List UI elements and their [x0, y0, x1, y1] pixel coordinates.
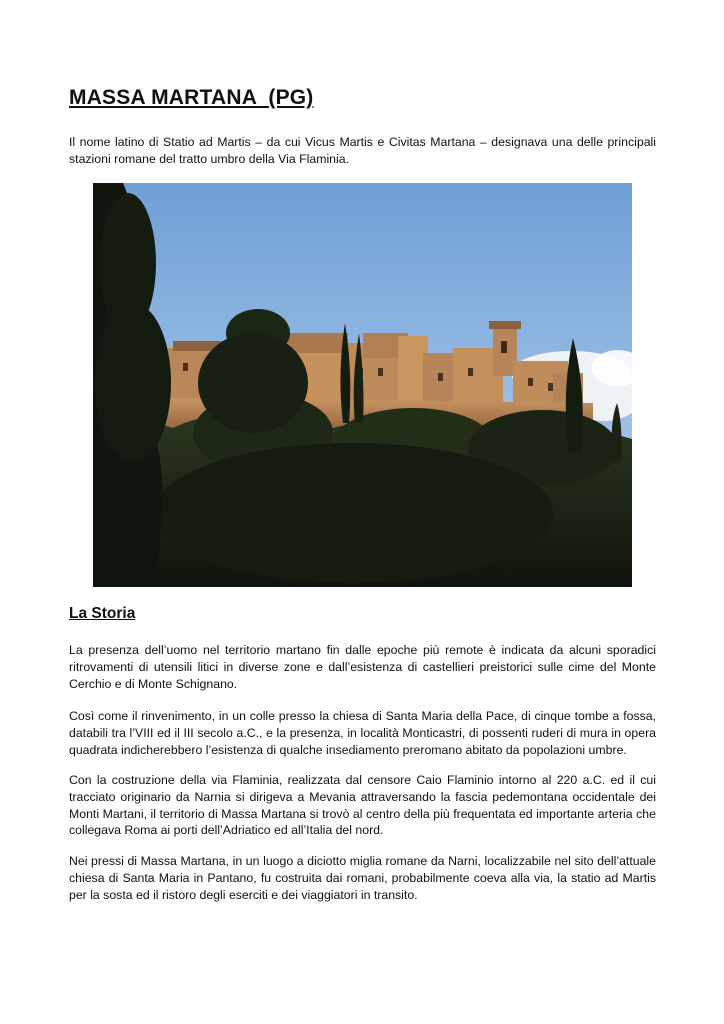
body-paragraph: Nei pressi di Massa Martana, in un luogo a diciotto miglia romane da Narni, localizzabile nel sito dell’attuale chiesa di Santa Maria in Pantano, fu costruita dai romani, probabilmente coeva alla via, la statio ad Martis per la sosta ed il ristoro degli eserciti e dei viaggiatori in transito. — [69, 854, 656, 902]
section-heading-storia: La Storia — [69, 605, 136, 622]
hilltop-town-illustration — [93, 183, 632, 587]
page-title: MASSA MARTANA (PG) — [69, 86, 314, 109]
intro-paragraph: Il nome latino di Statio ad Martis – da cui Vicus Martis e Civitas Martana – designava una delle principali stazioni romane del tratto umbro della Via Flaminia. — [69, 135, 656, 166]
town-photo — [93, 183, 632, 587]
body-paragraph: La presenza dell’uomo nel territorio martano fin dalle epoche più remote è indicata da alcuni sporadici ritrovamenti di utensili litici in diverse zone e dall’esistenza di castellieri preistorici sulle cime del Monte Cerchio e di Monte Schignano. — [69, 643, 656, 691]
body-paragraph: Così come il rinvenimento, in un colle presso la chiesa di Santa Maria della Pace, di cinque tombe a fossa, databili tra l’VIII ed il III secolo a.C., e la presenza, in località Monticastri, di possenti ruderi di mura in opera quadrata indicherebbero l’esistenza di qualche insediamento preromano abitato da popolazioni umbre. — [69, 709, 656, 757]
body-paragraph: Con la costruzione della via Flaminia, realizzata dal censore Caio Flaminio intorno al 220 a.C. ed il cui tracciato originario da Narnia si dirigeva a Mevania attraversando la fascia pedemontana occidentale dei Monti Martani, il territorio di Massa Martana si trovò al centro della più frequentata ed importante arteria che collegava Roma ai porti dell’Adriatico ed all’Italia del nord. — [69, 773, 656, 838]
